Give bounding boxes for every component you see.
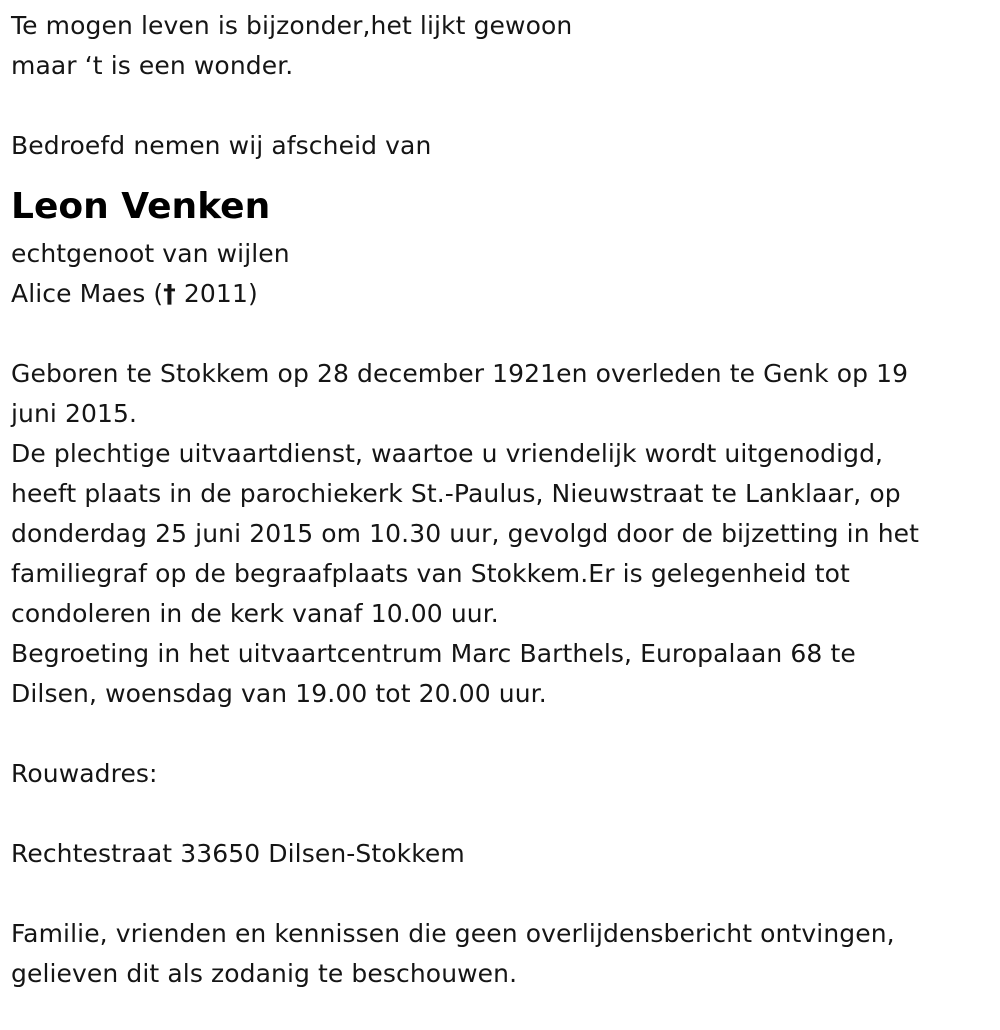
address-value: Rechtestraat 33650 Dilsen-Stokkem [11, 839, 465, 868]
service-line-5: condoleren in de kerk vanaf 10.00 uur. [11, 599, 499, 628]
spouse-death-year: 2011) [175, 279, 258, 308]
deceased-name: Leon Venken [11, 186, 271, 227]
closing-line-2: gelieven dit als zodanig te beschouwen. [11, 959, 518, 988]
closing-line-1: Familie, vrienden en kennissen die geen overlijdensbericht ontvingen, [11, 919, 895, 948]
poem-line-2: maar ‘t is een wonder. [11, 51, 294, 80]
obituary-notice [11, 6, 986, 994]
spouse-line [11, 274, 986, 314]
spouse-name: Alice Maes ( [11, 279, 164, 308]
relation-text: echtgenoot van wijlen [11, 239, 290, 268]
greeting-line-1: Begroeting in het uitvaartcentrum Marc Barthels, Europalaan 68 te [11, 639, 856, 668]
intro-text: Bedroefd nemen wij afscheid van [11, 131, 432, 160]
spacer [11, 794, 986, 834]
cross-icon: † [163, 279, 176, 308]
birth-death-line-2: juni 2015. [11, 399, 138, 428]
spacer [11, 714, 986, 754]
spacer [11, 314, 986, 354]
poem-line-1: Te mogen leven is bijzonder,het lijkt gewoon [11, 11, 573, 40]
service-line-4: familiegraf op de begraafplaats van Stokkem.Er is gelegenheid tot [11, 559, 850, 588]
service-line-1: De plechtige uitvaartdienst, waartoe u vriendelijk wordt uitgenodigd, [11, 439, 884, 468]
service-line-2: heeft plaats in de parochiekerk St.-Paulus, Nieuwstraat te Lanklaar, op [11, 479, 901, 508]
service-line-3: donderdag 25 juni 2015 om 10.30 uur, gevolgd door de bijzetting in het [11, 519, 920, 548]
address-label: Rouwadres: [11, 759, 158, 788]
spacer [11, 874, 986, 914]
greeting-line-2: Dilsen, woensdag van 19.00 tot 20.00 uur. [11, 679, 547, 708]
birth-death-line-1: Geboren te Stokkem op 28 december 1921en overleden te Genk op 19 [11, 359, 909, 388]
spacer [11, 86, 986, 126]
